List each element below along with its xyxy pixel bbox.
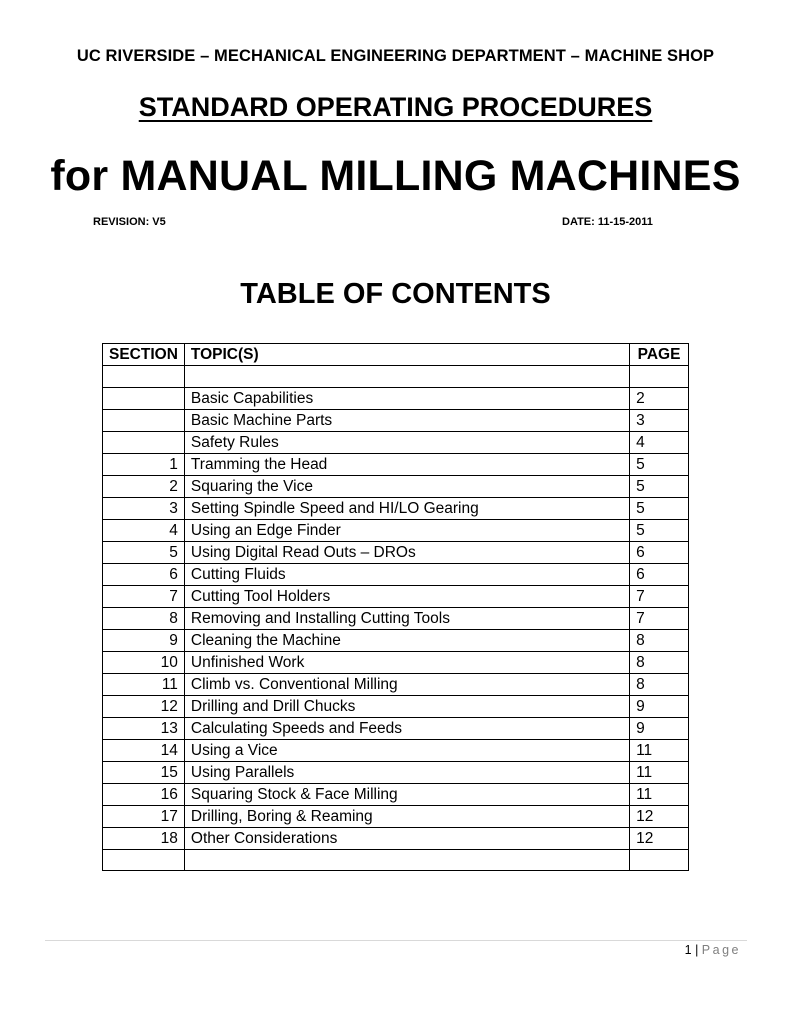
- page-cell: 5: [630, 497, 689, 519]
- table-row: [103, 387, 689, 409]
- topic-cell: Using an Edge Finder: [184, 519, 629, 541]
- topic-cell: Drilling, Boring & Reaming: [184, 805, 629, 827]
- page-cell: 9: [630, 695, 689, 717]
- page-cell: 5: [630, 475, 689, 497]
- page-cell: [630, 849, 689, 871]
- section-cell: [103, 409, 185, 431]
- section-cell: [103, 387, 185, 409]
- page-cell: [630, 366, 689, 388]
- section-cell: 16: [103, 783, 185, 805]
- page-cell: 12: [630, 805, 689, 827]
- page-label: Page: [701, 943, 741, 957]
- table-row: [103, 717, 689, 739]
- topic-cell: Squaring Stock & Face Milling: [184, 783, 629, 805]
- table-row: [103, 849, 689, 871]
- section-cell: 4: [103, 519, 185, 541]
- document-title: for MANUAL MILLING MACHINES: [50, 152, 741, 200]
- topic-cell: Cutting Tool Holders: [184, 585, 629, 607]
- table-row: [103, 783, 689, 805]
- section-cell: 2: [103, 475, 185, 497]
- page-cell: 6: [630, 563, 689, 585]
- section-cell: [103, 431, 185, 453]
- table-row: [103, 475, 689, 497]
- topic-cell: Setting Spindle Speed and HI/LO Gearing: [184, 497, 629, 519]
- table-row: [103, 431, 689, 453]
- table-row: [103, 761, 689, 783]
- section-cell: 1: [103, 453, 185, 475]
- table-row: [103, 519, 689, 541]
- department-header: UC RIVERSIDE – MECHANICAL ENGINEERING DEPARTMENT – MACHINE SHOP: [76, 47, 715, 65]
- topic-cell: Using a Vice: [184, 739, 629, 761]
- section-cell: 6: [103, 563, 185, 585]
- section-cell: 15: [103, 761, 185, 783]
- table-row: [103, 409, 689, 431]
- topic-cell: Using Parallels: [184, 761, 629, 783]
- table-row: [103, 673, 689, 695]
- toc-header-row: [103, 344, 689, 366]
- topic-cell: Cutting Fluids: [184, 563, 629, 585]
- footer-separator: |: [695, 943, 699, 957]
- topic-cell: Safety Rules: [184, 431, 629, 453]
- page-cell: 11: [630, 783, 689, 805]
- topic-cell: Using Digital Read Outs – DROs: [184, 541, 629, 563]
- topic-cell: Squaring the Vice: [184, 475, 629, 497]
- section-cell: 14: [103, 739, 185, 761]
- page-cell: 8: [630, 651, 689, 673]
- section-cell: 10: [103, 651, 185, 673]
- page-cell: 5: [630, 519, 689, 541]
- topic-cell: Basic Capabilities: [184, 387, 629, 409]
- topic-cell: Tramming the Head: [184, 453, 629, 475]
- toc-title: TABLE OF CONTENTS: [240, 278, 551, 310]
- page-cell: 11: [630, 739, 689, 761]
- page-cell: 4: [630, 431, 689, 453]
- table-row: [103, 629, 689, 651]
- table-row: [103, 563, 689, 585]
- page-cell: 7: [630, 607, 689, 629]
- date-label: DATE: 11-15-2011: [562, 216, 653, 228]
- topic-cell: [184, 366, 629, 388]
- section-cell: 11: [103, 673, 185, 695]
- table-row: [103, 497, 689, 519]
- page-cell: 2: [630, 387, 689, 409]
- page-number: 1: [684, 943, 692, 957]
- table-row: [103, 695, 689, 717]
- table-row: [103, 541, 689, 563]
- page-cell: 5: [630, 453, 689, 475]
- section-cell: 12: [103, 695, 185, 717]
- page-cell: 8: [630, 673, 689, 695]
- table-row: [103, 827, 689, 849]
- topic-cell: Cleaning the Machine: [184, 629, 629, 651]
- page-cell: 6: [630, 541, 689, 563]
- table-row: [103, 739, 689, 761]
- toc-table: [102, 343, 689, 871]
- revision-label: REVISION: V5: [93, 216, 166, 228]
- section-cell: 5: [103, 541, 185, 563]
- table-row: [103, 805, 689, 827]
- page-footer: [685, 943, 741, 957]
- topic-cell: Drilling and Drill Chucks: [184, 695, 629, 717]
- section-cell: 8: [103, 607, 185, 629]
- page-cell: 3: [630, 409, 689, 431]
- table-row: [103, 453, 689, 475]
- page-cell: 7: [630, 585, 689, 607]
- page-cell: 12: [630, 827, 689, 849]
- topic-cell: Calculating Speeds and Feeds: [184, 717, 629, 739]
- page-column-header: PAGE: [630, 344, 689, 366]
- sop-title: STANDARD OPERATING PROCEDURES: [138, 92, 653, 122]
- section-cell: [103, 366, 185, 388]
- topic-column-header: TOPIC(S): [184, 344, 629, 366]
- table-row: [103, 607, 689, 629]
- table-row: [103, 585, 689, 607]
- page-cell: 8: [630, 629, 689, 651]
- section-cell: 7: [103, 585, 185, 607]
- topic-cell: Unfinished Work: [184, 651, 629, 673]
- section-cell: 9: [103, 629, 185, 651]
- topic-cell: Climb vs. Conventional Milling: [184, 673, 629, 695]
- page-cell: 9: [630, 717, 689, 739]
- section-cell: 17: [103, 805, 185, 827]
- section-column-header: SECTION: [103, 344, 185, 366]
- section-cell: 3: [103, 497, 185, 519]
- toc-body: [103, 366, 689, 871]
- page-cell: 11: [630, 761, 689, 783]
- topic-cell: Basic Machine Parts: [184, 409, 629, 431]
- table-row: [103, 651, 689, 673]
- section-cell: 18: [103, 827, 185, 849]
- table-row: [103, 366, 689, 388]
- section-cell: [103, 849, 185, 871]
- topic-cell: Other Considerations: [184, 827, 629, 849]
- footer-divider: [45, 940, 747, 941]
- topic-cell: [184, 849, 629, 871]
- section-cell: 13: [103, 717, 185, 739]
- topic-cell: Removing and Installing Cutting Tools: [184, 607, 629, 629]
